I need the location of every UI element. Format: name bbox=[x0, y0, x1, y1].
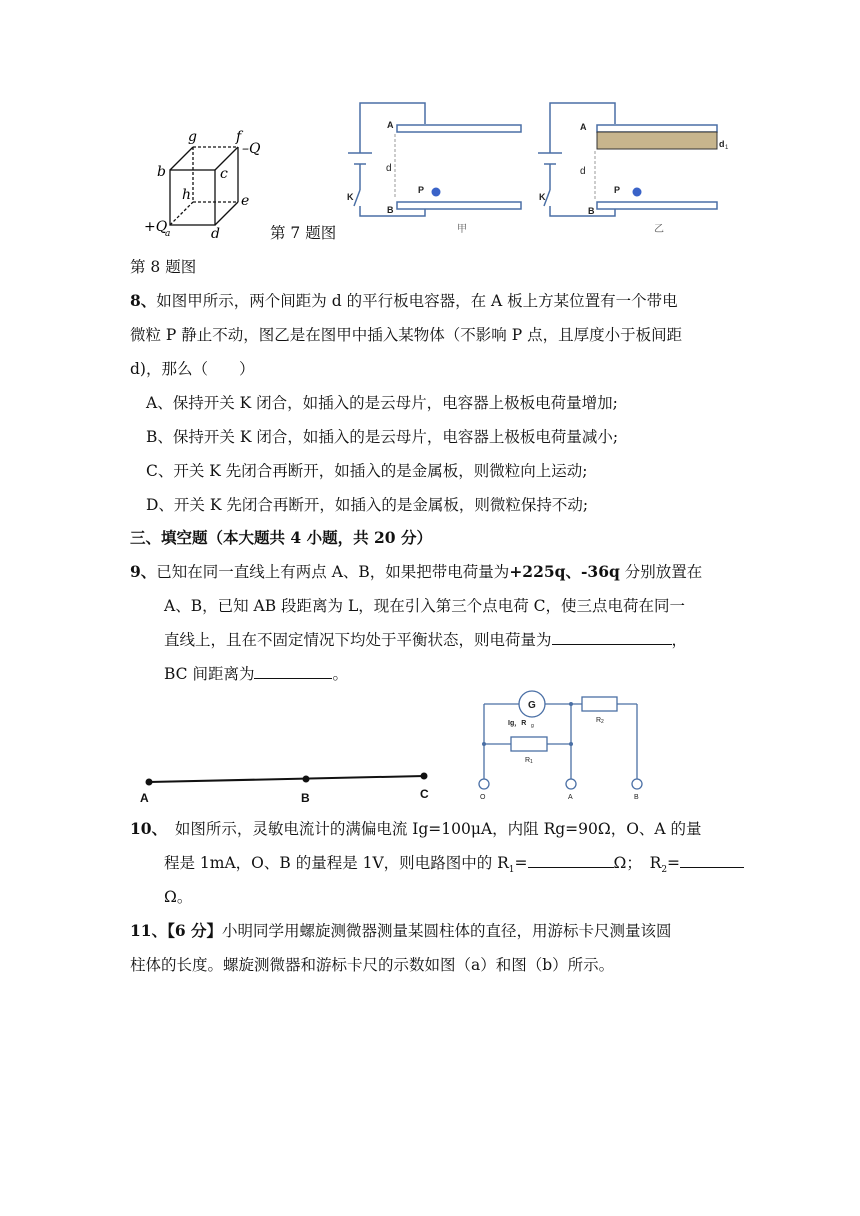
q8-line3: d)，那么（ ） bbox=[130, 360, 255, 378]
q8-line2: 微粒 P 静止不动，图乙是在图甲中插入某物体（不影响 P 点，且厚度小于板间距 bbox=[130, 326, 683, 344]
q9-number: 9、 bbox=[130, 562, 157, 581]
q8-line1 bbox=[130, 284, 678, 318]
q11-line2: 柱体的长度。螺旋测微器和游标卡尺的示数如图（a）和图（b）所示。 bbox=[130, 956, 615, 974]
label-neg-q: –Q bbox=[242, 141, 261, 157]
q9-line1 bbox=[130, 555, 702, 589]
q8-option-c: C、开关 K 先闭合再断开，如插入的是金属板，则微粒向上运动; bbox=[146, 462, 588, 480]
label-f: f bbox=[236, 129, 242, 145]
label-a: A bbox=[140, 791, 149, 805]
q9-text-3b: ， bbox=[671, 631, 688, 649]
label-d1-sub: 1 bbox=[725, 145, 729, 151]
label-d1: d bbox=[719, 139, 725, 149]
label-b: B bbox=[588, 206, 595, 216]
label-o: O bbox=[480, 794, 486, 801]
q8-number: 8、 bbox=[130, 291, 157, 310]
q8-text-1: 如图甲所示，两个间距为 d 的平行板电容器，在 A 板上方某位置有一个带电 bbox=[156, 292, 678, 310]
q10-number: 10、 bbox=[130, 819, 160, 838]
label-a-sub: a bbox=[165, 229, 171, 239]
label-k: K bbox=[539, 192, 546, 202]
label-d: d bbox=[580, 166, 586, 177]
q11-number: 11、 bbox=[130, 921, 168, 940]
label-b: B bbox=[634, 794, 639, 801]
q9-line2: A、B，已知 AB 段距离为 L，现在引入第三个点电荷 C，使三点电荷在同一 bbox=[164, 597, 686, 615]
label-a: A bbox=[387, 120, 394, 130]
q10-r2-blank[interactable] bbox=[680, 849, 744, 868]
label-rg-sub: g bbox=[531, 723, 534, 729]
label-c: C bbox=[420, 787, 429, 801]
circuit-figure bbox=[470, 688, 660, 804]
label-c: c bbox=[220, 166, 228, 182]
label-pos-q: +Q bbox=[144, 219, 168, 235]
q9-text-4b: 。 bbox=[332, 665, 348, 683]
q10-text-1: 如图所示，灵敏电流计的满偏电流 Ig=100μA，内阻 Rg=90Ω，O、A 的量 bbox=[159, 820, 702, 838]
label-a: A bbox=[568, 794, 573, 801]
label-e: e bbox=[241, 193, 250, 209]
label-b: B bbox=[387, 205, 394, 215]
q11-text-1: 小明同学用螺旋测微器测量某圆柱体的直径，用游标卡尺测量该圆 bbox=[222, 922, 672, 940]
label-g: g bbox=[188, 129, 197, 145]
label-ig-rg: Ig，R bbox=[508, 720, 527, 727]
q10-line1 bbox=[130, 812, 702, 846]
q11-line1 bbox=[130, 914, 672, 948]
q10-sub-2: 2 bbox=[661, 865, 668, 876]
label-h: h bbox=[182, 187, 192, 203]
label-r2: R bbox=[596, 717, 602, 724]
q10-line2 bbox=[164, 846, 744, 887]
label-a: A bbox=[580, 122, 587, 132]
fig8-caption: 第 8 题图 bbox=[130, 258, 197, 276]
q9-text-3a: 直线上，且在不固定情况下均处于平衡状态，则电荷量为 bbox=[164, 631, 552, 649]
q10-sub-1: 1 bbox=[508, 865, 515, 876]
q8-option-b: B、保持开关 K 闭合，如插入的是云母片，电容器上极板电荷量减小; bbox=[146, 428, 619, 446]
q10-text-2c: Ω； R bbox=[613, 854, 662, 872]
q9-text-1c: 分别放置在 bbox=[619, 563, 703, 581]
q11-points: 【6 分】 bbox=[167, 921, 223, 940]
label-r1: R bbox=[525, 757, 531, 764]
q9-line3 bbox=[164, 623, 687, 657]
caption-yi: 乙 bbox=[654, 224, 664, 235]
q9-charges: +225q、-36q bbox=[509, 562, 620, 581]
label-p: P bbox=[614, 185, 621, 195]
capacitor-jia-figure bbox=[335, 98, 535, 238]
q9-text-1a: 已知在同一直线上有两点 A、B，如果把带电荷量为 bbox=[156, 563, 510, 581]
section-heading: 三、填空题（本大题共 4 小题，共 20 分） bbox=[130, 528, 432, 547]
caption-jia: 甲 bbox=[457, 224, 467, 235]
q8-option-d: D、开关 K 先闭合再断开，如插入的是金属板，则微粒保持不动; bbox=[146, 496, 589, 514]
label-d: d bbox=[386, 163, 392, 174]
label-r1-sub: 1 bbox=[530, 759, 533, 765]
q9-charge-blank[interactable] bbox=[552, 626, 672, 645]
label-b: b bbox=[157, 164, 166, 180]
q10-r1-blank[interactable] bbox=[528, 849, 614, 868]
q10-line3: Ω。 bbox=[164, 888, 193, 906]
q8-option-a: A、保持开关 K 闭合，如插入的是云母片，电容器上极板电荷量增加; bbox=[146, 394, 618, 412]
q10-text-2d: = bbox=[667, 854, 681, 872]
capacitor-yi-figure bbox=[535, 98, 740, 238]
q9-distance-blank[interactable] bbox=[254, 660, 332, 679]
label-d: d bbox=[211, 226, 220, 242]
cube-figure bbox=[135, 125, 270, 245]
line-abc-figure bbox=[130, 768, 440, 808]
q9-text-4a: BC 间距离为 bbox=[164, 665, 255, 683]
label-b: B bbox=[301, 791, 310, 805]
label-r2-sub: 2 bbox=[601, 719, 604, 725]
q10-text-2a: 程是 1mA，O、B 的量程是 1V，则电路图中的 R bbox=[164, 854, 509, 872]
label-g: G bbox=[528, 700, 536, 711]
label-p: P bbox=[418, 185, 425, 195]
q10-text-2b: = bbox=[514, 854, 528, 872]
label-k: K bbox=[347, 192, 354, 202]
fig7-caption: 第 7 题图 bbox=[270, 224, 337, 242]
q9-line4 bbox=[164, 657, 348, 691]
